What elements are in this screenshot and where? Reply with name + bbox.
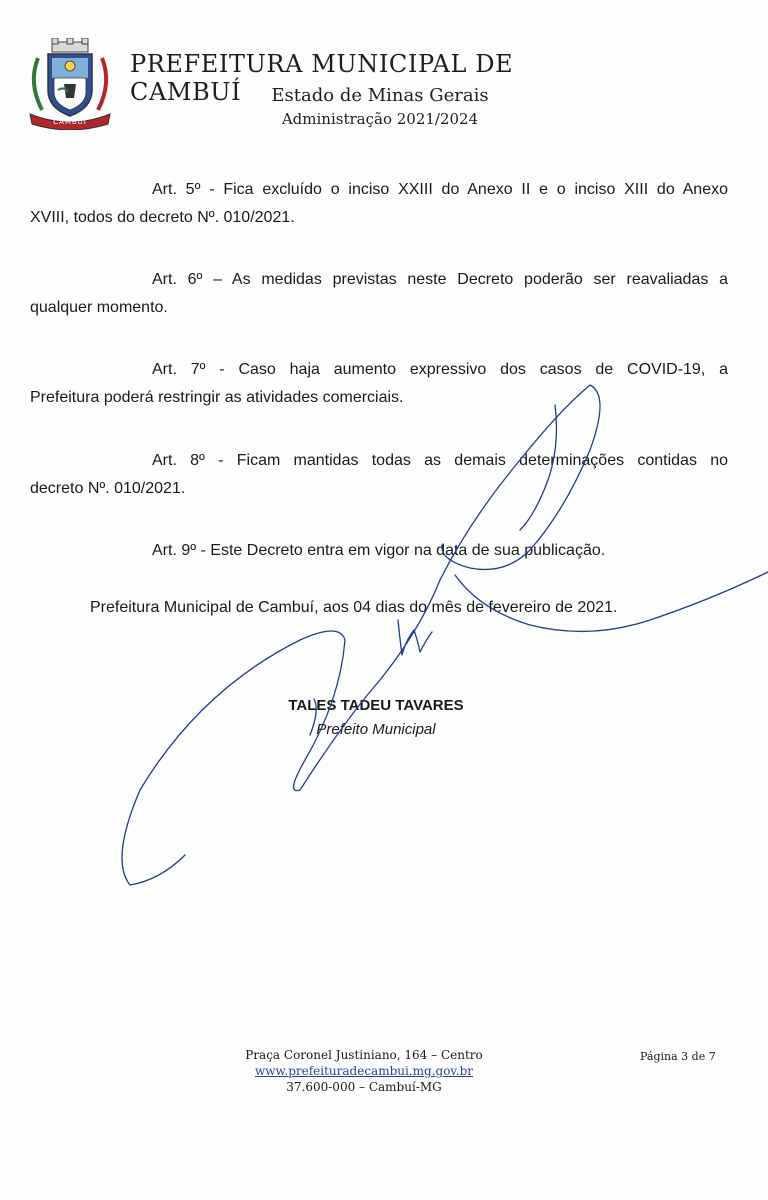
article-6-line-2: qualquer momento.: [30, 299, 168, 316]
closing-date-line: Prefeitura Municipal de Cambuí, aos 04 dias do mês de fevereiro de 2021.: [90, 599, 618, 616]
article-6: [30, 266, 728, 322]
municipal-crest-logo: [24, 38, 116, 130]
article-5: [30, 176, 728, 232]
state-subtitle: Estado de Minas Gerais: [271, 85, 489, 106]
administration-period: Administração 2021/2024: [281, 110, 479, 128]
footer-address: Praça Coronel Justiniano, 164 – Centro: [245, 1048, 483, 1062]
article-7-line-1: Art. 7º - Caso haja aumento expressivo dos casos de COVID-19, a: [152, 361, 728, 378]
article-5-line-1: Art. 5º - Fica excluído o inciso XXIII do Anexo II e o inciso XIII do Anexo: [152, 181, 728, 198]
page-number: Página 3 de 7: [640, 1050, 716, 1063]
footer-postal-code: 37.600-000 – Cambuí-MG: [286, 1080, 442, 1094]
article-8-line-2: decreto Nº. 010/2021.: [30, 480, 186, 497]
article-5-line-2: XVIII, todos do decreto Nº. 010/2021.: [30, 209, 295, 226]
footer-website-link[interactable]: www.prefeituradecambui.mg.gov.br: [254, 1064, 473, 1078]
article-8: [30, 447, 728, 503]
article-9: Art. 9º - Este Decreto entra em vigor na data de sua publicação.: [152, 542, 606, 559]
signatory-role: Prefeito Municipal: [316, 721, 436, 738]
signatory-name: TALES TADEU TAVARES: [288, 697, 464, 714]
article-6-line-1: Art. 6º – As medidas previstas neste Decreto poderão ser reavaliadas a: [152, 271, 728, 288]
svg-text:CAMBUÍ: CAMBUÍ: [53, 118, 87, 126]
article-7: [30, 356, 728, 412]
article-8-line-1: Art. 8º - Ficam mantidas todas as demais determinações contidas no: [152, 452, 728, 469]
municipality-title: PREFEITURA MUNICIPAL DE CAMBUÍ: [130, 50, 514, 106]
article-7-line-2: Prefeitura poderá restringir as atividades comerciais.: [30, 389, 404, 406]
